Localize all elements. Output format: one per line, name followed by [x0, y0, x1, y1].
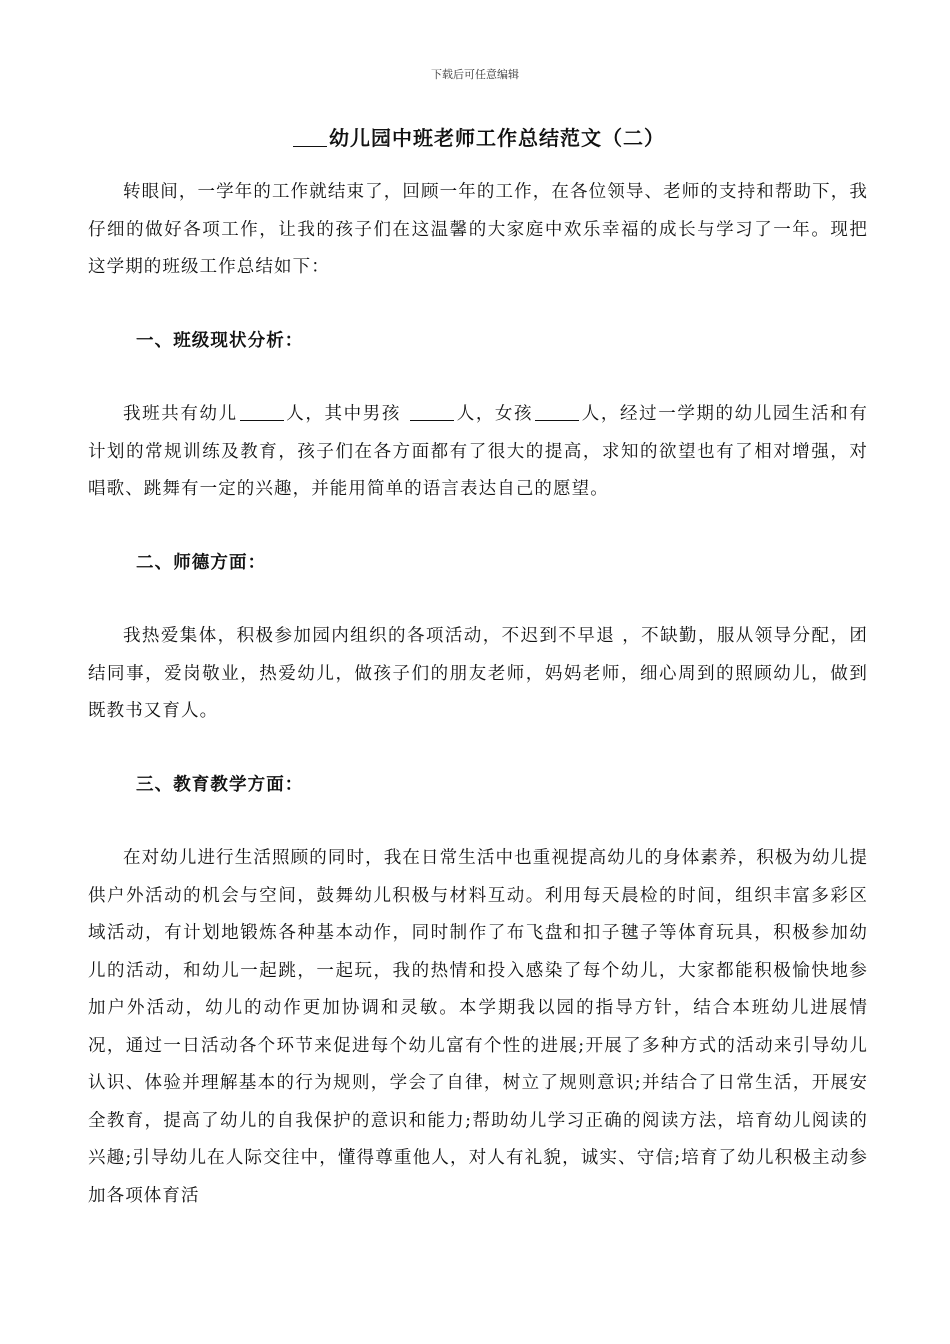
header-note: 下载后可任意编辑: [431, 68, 519, 81]
document-page: [88, 118, 868, 1215]
section-heading-1: 一、班级现状分析：: [136, 330, 304, 351]
blank-total: [240, 403, 284, 422]
s1-text-c: 人，女孩: [456, 404, 534, 424]
page-title: [88, 118, 868, 158]
spacer: [88, 804, 868, 840]
blank-girls: [535, 403, 579, 422]
intro-paragraph: 转眼间，一学年的工作就结束了，回顾一年的工作，在各位领导、老师的支持和帮助下，我仔细的做好各项工作，让我的孩子们在这温馨的大家庭中欢乐幸福的成长与学习了一年。现把这学期的班级工作总结如下：: [88, 182, 868, 277]
spacer: [88, 360, 868, 396]
s1-text-a: 我班共有幼儿: [123, 404, 238, 424]
spacer: [88, 731, 868, 767]
section-1-paragraph: [88, 396, 868, 509]
s1-text-b: 人，其中男孩: [285, 404, 409, 424]
section-2-paragraph: 我热爱集体，积极参加园内组织的各项活动，不迟到不早退 ，不缺勤，服从领导分配，团结同事，爱岗敬业，热爱幼儿，做孩子们的朋友老师，妈妈老师，细心周到的照顾幼儿，做到既教书又育人。: [88, 626, 868, 721]
section-heading-2: 二、师德方面：: [136, 552, 267, 573]
section-3-paragraph: 在对幼儿进行生活照顾的同时，我在日常生活中也重视提高幼儿的身体素养，积极为幼儿提供户外活动的机会与空间，鼓舞幼儿积极与材料互动。利用每天晨检的时间，组织丰富多彩区域活动，有计划地锻炼各种基本动作，同时制作了布飞盘和扣子毽子等体育玩具，积极参加幼儿的活动，和幼儿一起跳，一起玩，我的热情和投入感染了每个幼儿，大家都能积极愉快地参加户外活动，幼儿的动作更加协调和灵敏。本学期我以园的指导方针，结合本班幼儿进展情况，通过一日活动各个环节来促进每个幼儿富有个性的进展;开展了多种方式的活动来引导幼儿认识、体验并理解基本的行为规则，学会了自律，树立了规则意识;并结合了日常生活，开展安全教育，提高了幼儿的自我保护的意识和能力;帮助幼儿学习正确的阅读方法，培育幼儿阅读的兴趣;引导幼儿在人际交往中，懂得尊重他人，对人有礼貌，诚实、守信;培育了幼儿积极主动参加各项体育活: [88, 848, 868, 1206]
title-blank: [293, 126, 327, 147]
s1-text-d: 人，经过一学期的幼儿园生活和有计划的常规训练及教育，孩子们在各方面都有了很大的提高，求知的欲望也有了相对增强，对唱歌、跳舞有一定的兴趣，并能用简单的语言表达自己的愿望。: [88, 404, 869, 499]
spacer: [88, 582, 868, 618]
spacer: [88, 287, 868, 323]
spacer: [88, 509, 868, 545]
blank-boys: [410, 403, 454, 422]
title-text: 幼儿园中班老师工作总结范文（二）: [329, 126, 665, 150]
section-heading-3: 三、教育教学方面：: [136, 774, 304, 795]
